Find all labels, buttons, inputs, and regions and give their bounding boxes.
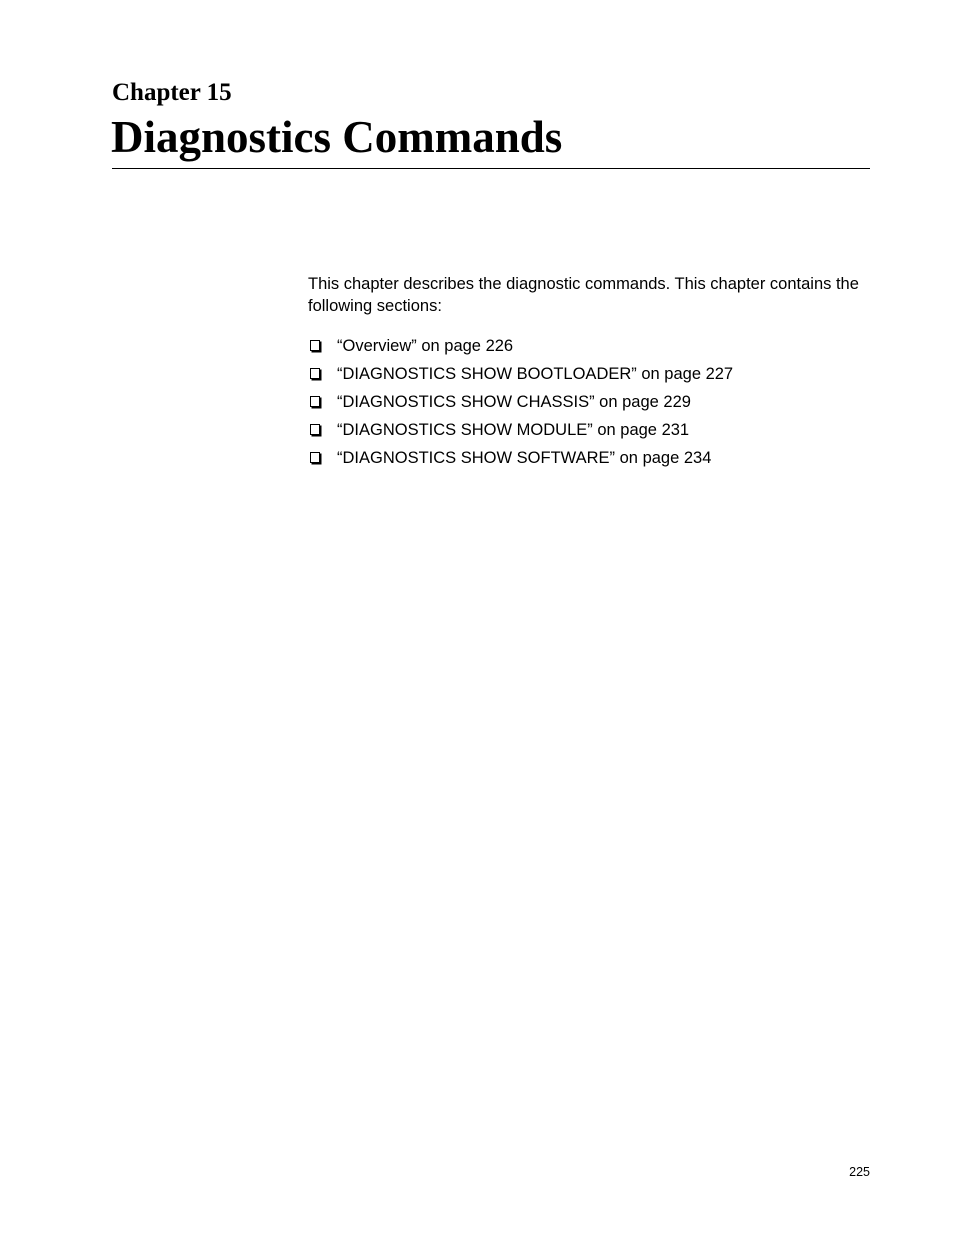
checkbox-bullet-icon — [310, 396, 320, 407]
checkbox-bullet-icon — [310, 340, 320, 351]
checkbox-bullet-icon — [310, 452, 320, 463]
section-link-label: “DIAGNOSTICS SHOW BOOTLOADER” on page 227 — [337, 365, 734, 383]
checkbox-bullet-icon — [310, 368, 320, 379]
title-divider — [112, 168, 870, 169]
section-link-diagnostics-show-bootloader[interactable] — [308, 360, 733, 388]
section-link-label: “Overview” on page 226 — [337, 337, 514, 355]
section-link-overview[interactable] — [308, 332, 733, 360]
section-link-label: “DIAGNOSTICS SHOW SOFTWARE” on page 234 — [337, 449, 712, 467]
page-number: 225 — [849, 1165, 870, 1179]
section-link-label: “DIAGNOSTICS SHOW MODULE” on page 231 — [337, 421, 690, 439]
chapter-label: Chapter 15 — [112, 79, 232, 106]
section-link-label: “DIAGNOSTICS SHOW CHASSIS” on page 229 — [337, 393, 691, 411]
intro-paragraph: This chapter describes the diagnostic commands. This chapter contains the following sections: — [308, 275, 859, 315]
section-link-diagnostics-show-chassis[interactable] — [308, 388, 733, 416]
section-link-diagnostics-show-module[interactable] — [308, 416, 733, 444]
section-link-diagnostics-show-software[interactable] — [308, 444, 733, 472]
checkbox-bullet-icon — [310, 424, 320, 435]
chapter-title: Diagnostics Commands — [111, 112, 563, 162]
section-list — [308, 332, 733, 472]
